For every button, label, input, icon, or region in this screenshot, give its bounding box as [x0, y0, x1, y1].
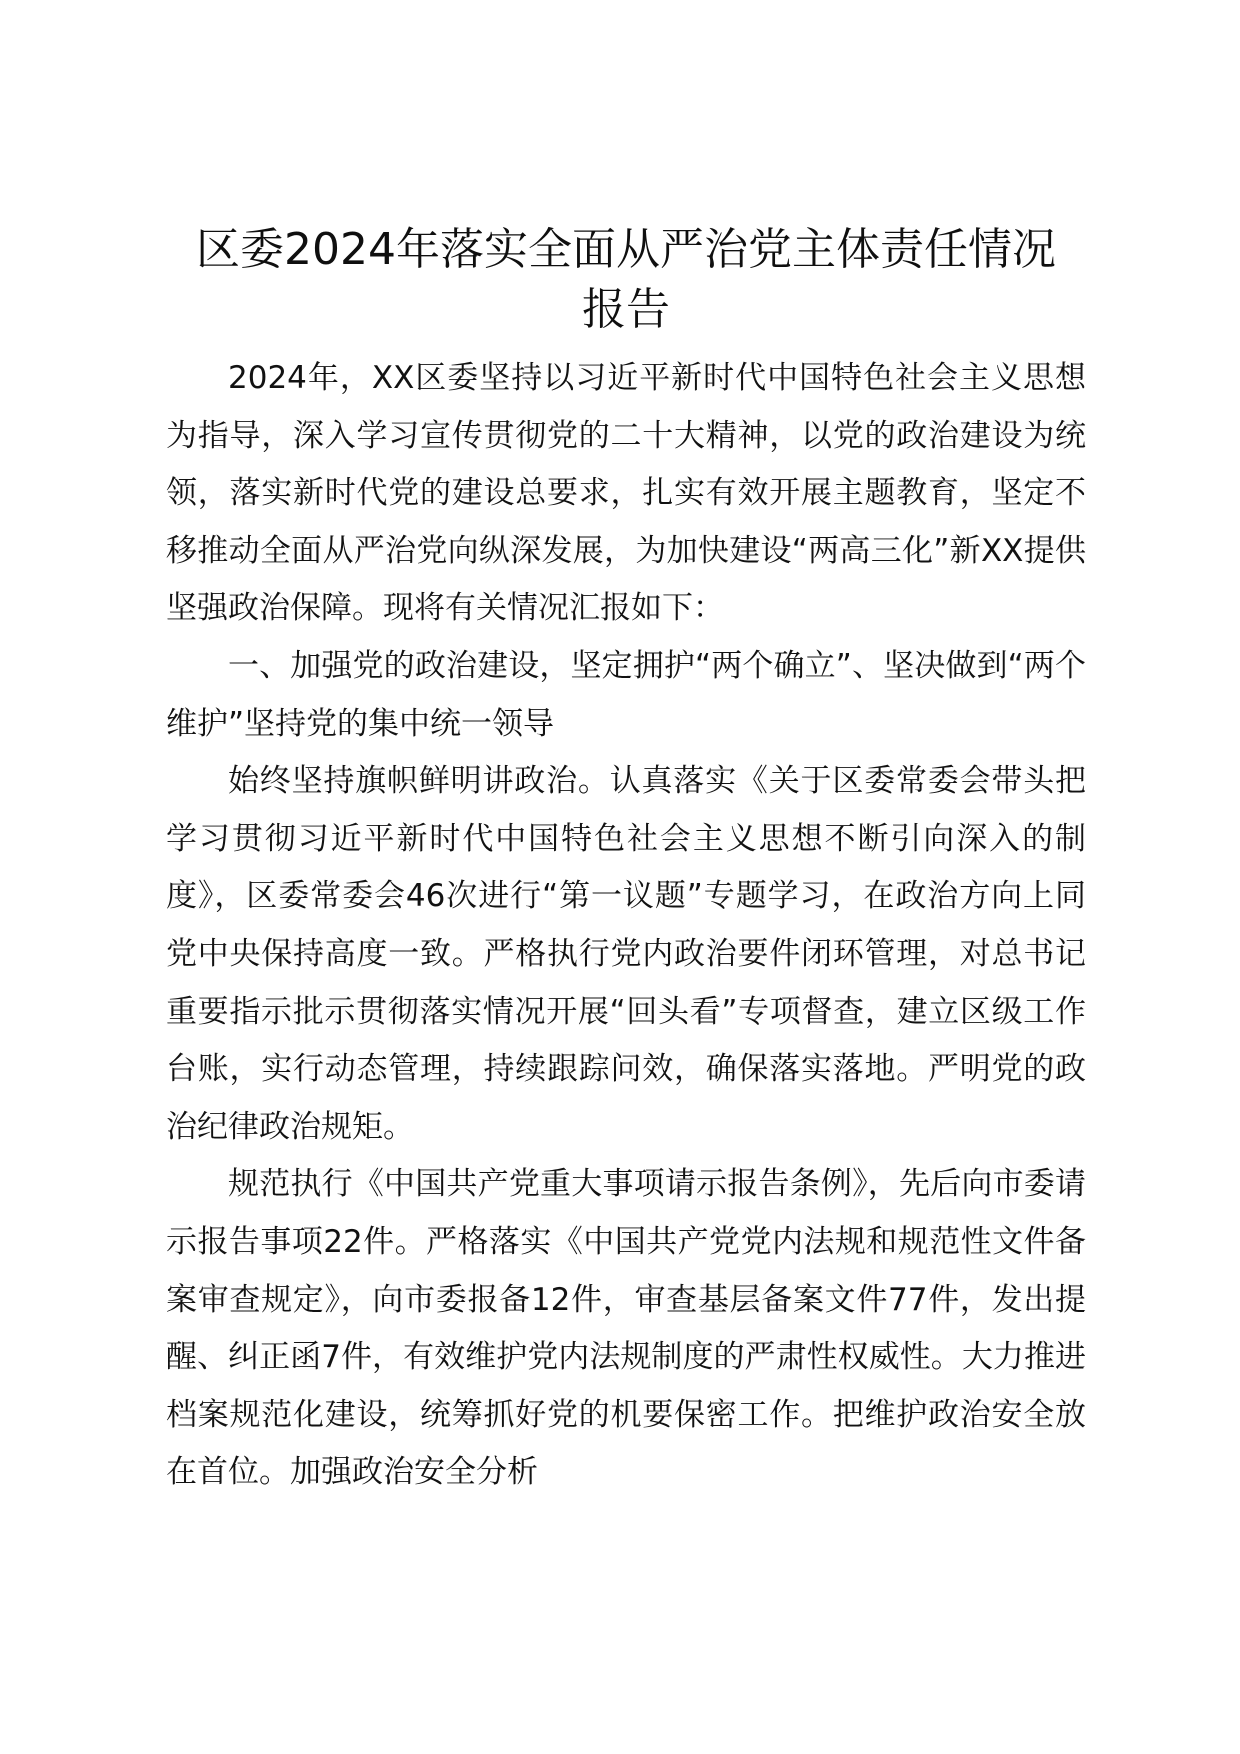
- title-line-2: 报告: [582, 284, 670, 335]
- paragraph-regulations: 规范执行《中国共产党重大事项请示报告条例》，先后向市委请示报告事项22件。严格落实《中国共产党党内法规和规范性文件备案审查规定》，向市委报备12件，审查基层备案文件77件，发出提醒、纠正函7件，有效维护党内法规制度的严肃性权威性。大力推进档案规范化建设，统筹抓好党的机要保密工作。把维护政治安全放在首位。加强政治安全分析: [166, 1166, 1086, 1491]
- document-body: [166, 350, 1086, 1502]
- paragraph-political-stance: 始终坚持旗帜鲜明讲政治。认真落实《关于区委常委会带头把学习贯彻习近平新时代中国特色社会主义思想不断引向深入的制度》，区委常委会46次进行“第一议题”专题学习，在政治方向上同党中央保持高度一致。严格执行党内政治要件闭环管理，对总书记重要指示批示贯彻落实情况开展“回头看”专项督查，建立区级工作台账，实行动态管理，持续跟踪问效，确保落实落地。严明党的政治纪律政治规矩。: [166, 763, 1086, 1145]
- document-title: [166, 220, 1086, 340]
- document-content: [166, 220, 1086, 1502]
- paragraph-intro: 2024年，XX区委坚持以习近平新时代中国特色社会主义思想为指导，深入学习宣传贯彻党的二十大精神，以党的政治建设为统领，落实新时代党的建设总要求，扎实有效开展主题教育，坚定不移推动全面从严治党向纵深发展，为加快建设“两高三化”新XX提供坚强政治保障。现将有关情况汇报如下：: [166, 360, 1086, 627]
- section-heading-1: 一、加强党的政治建设，坚定拥护“两个确立”、坚决做到“两个维护”坚持党的集中统一领导: [166, 647, 1086, 742]
- title-line-1: 区委2024年落实全面从严治党主体责任情况: [196, 224, 1056, 275]
